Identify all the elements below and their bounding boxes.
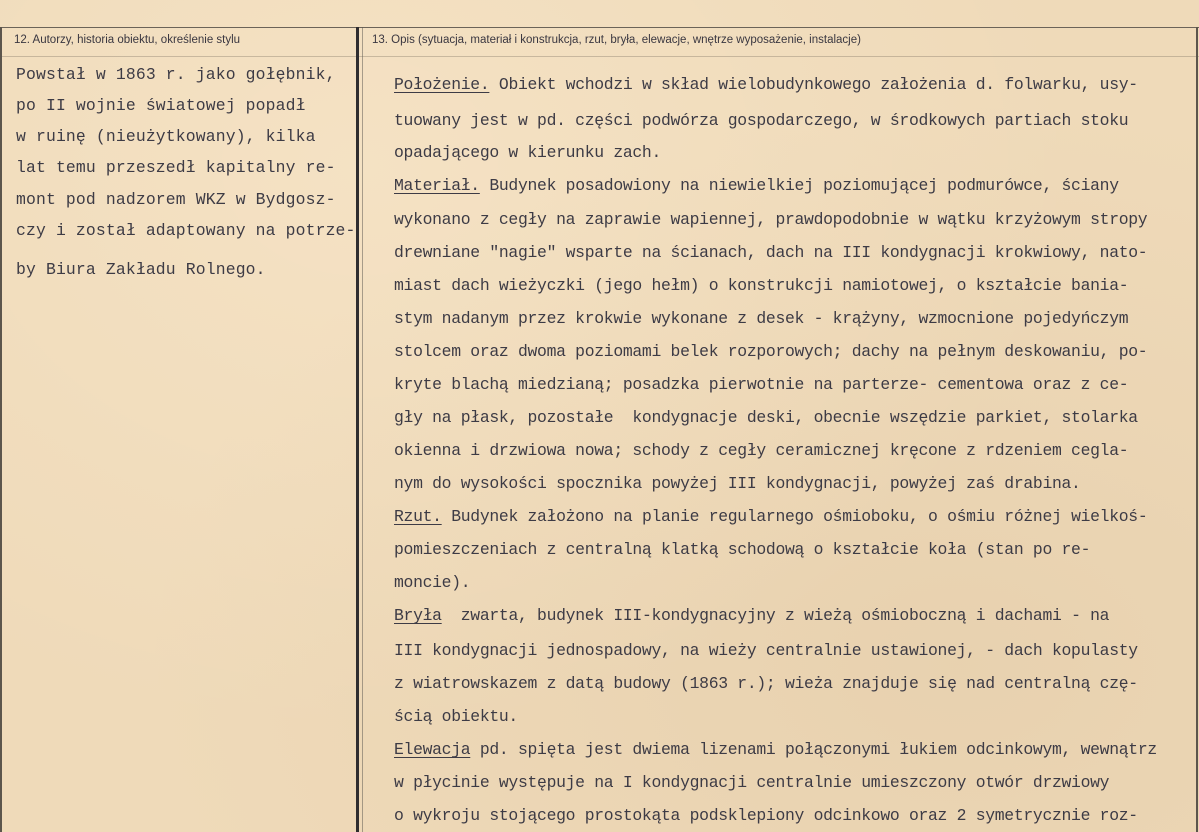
column-divider-secondary [362, 27, 363, 832]
right-line-3: opadającego w kierunku zach. [394, 143, 662, 162]
right-line-18: III kondygnacji jednospadowy, na wieży centralnie ustawionej, - dach kopulasty [394, 641, 1138, 660]
right-line-7: miast dach wieżyczki (jego hełm) o konstrukcji namiotowej, o kształcie bania- [394, 276, 1129, 295]
right-line-9: stolcem oraz dwoma poziomami belek rozporowych; dachy na pełnym deskowaniu, po- [394, 342, 1148, 361]
right-line-5: wykonano z cegły na zaprawie wapiennej, prawdopodobnie w wątku krzyżowym stropy [394, 210, 1148, 229]
right-line-13: nym do wysokości spocznika powyżej III kondygnacji, powyżej zaś drabina. [394, 474, 1081, 493]
right-line-8: stym nadanym przez krokwie wykonane z desek - krążyny, wzmocnione pojedyńczym [394, 309, 1129, 328]
section-13-header: 13. Opis (sytuacja, materiał i konstrukcja, rzut, bryła, elewacje, wnętrze wyposażenie, instalacje) [372, 34, 861, 46]
right-line-15: pomieszczeniach z centralną klatką schodową o kształcie koła (stan po re- [394, 540, 1091, 559]
right-line-2: tuowany jest w pd. części podwórza gospodarczego, w środkowych partiach stoku [394, 111, 1129, 130]
right-border [1196, 27, 1198, 832]
right-line-22: w płycinie występuje na I kondygnacji centralnie umieszczony otwór drzwiowy [394, 773, 1110, 792]
right-line-23: o wykroju stojącego prostokąta podsklepiony odcinkowo oraz 2 symetrycznie roz- [394, 806, 1138, 825]
heading-elewacja: Elewacja [394, 740, 471, 759]
left-line-6: czy i został adaptowany na potrze- [16, 221, 356, 240]
heading-polozenie: Położenie. [394, 75, 490, 94]
right-line-21: Elewacja pd. spięta jest dwiema lizenami połączonymi łukiem odcinkowym, wewnątrz [394, 740, 1157, 759]
right-line-17: Bryła zwarta, budynek III-kondygnacyjny z wieżą ośmioboczną i dachami - na [394, 606, 1110, 625]
right-line-16: moncie). [394, 573, 471, 592]
right-line-14: Rzut. Budynek założono na planie regularnego ośmioboku, o ośmiu różnej wielkoś- [394, 507, 1148, 526]
column-divider [356, 27, 359, 832]
section-12-header: 12. Autorzy, historia obiektu, określenie stylu [14, 34, 241, 46]
left-line-5: mont pod nadzorem WKZ w Bydgosz- [16, 190, 336, 209]
left-border [0, 27, 2, 832]
right-line-11: gły na płask, pozostałe kondygnacje deski, obecnie wszędzie parkiet, stolarka [394, 408, 1138, 427]
right-line-20: ścią obiektu. [394, 707, 518, 726]
right-line-1: Położenie. Obiekt wchodzi w skład wielobudynkowego założenia d. folwarku, usy- [394, 75, 1138, 94]
left-line-2: po II wojnie światowej popadł [16, 96, 306, 115]
heading-bryla: Bryła [394, 606, 442, 625]
right-line-6: drewniane "nagie" wsparte na ścianach, dach na III kondygnacji krokwiowy, nato- [394, 243, 1148, 262]
heading-rzut: Rzut. [394, 507, 442, 526]
heading-material: Materiał. [394, 176, 480, 195]
left-line-1: Powstał w 1863 r. jako gołębnik, [16, 65, 336, 84]
left-line-3: w ruinę (nieużytkowany), kilka [16, 127, 316, 146]
top-rule [0, 27, 1199, 28]
right-line-4: Materiał. Budynek posadowiony na niewielkiej poziomującej podmurówce, ściany [394, 176, 1119, 195]
left-line-7: by Biura Zakładu Rolnego. [16, 260, 266, 279]
left-line-4: lat temu przeszedł kapitalny re- [16, 158, 336, 177]
header-rule [0, 56, 1199, 57]
right-line-19: z wiatrowskazem z datą budowy (1863 r.); wieża znajduje się nad centralną czę- [394, 674, 1138, 693]
right-line-10: kryte blachą miedzianą; posadzka pierwotnie na parterze- cementowa oraz z ce- [394, 375, 1129, 394]
right-line-12: okienna i drzwiowa nowa; schody z cegły ceramicznej kręcone z rdzeniem cegla- [394, 441, 1129, 460]
